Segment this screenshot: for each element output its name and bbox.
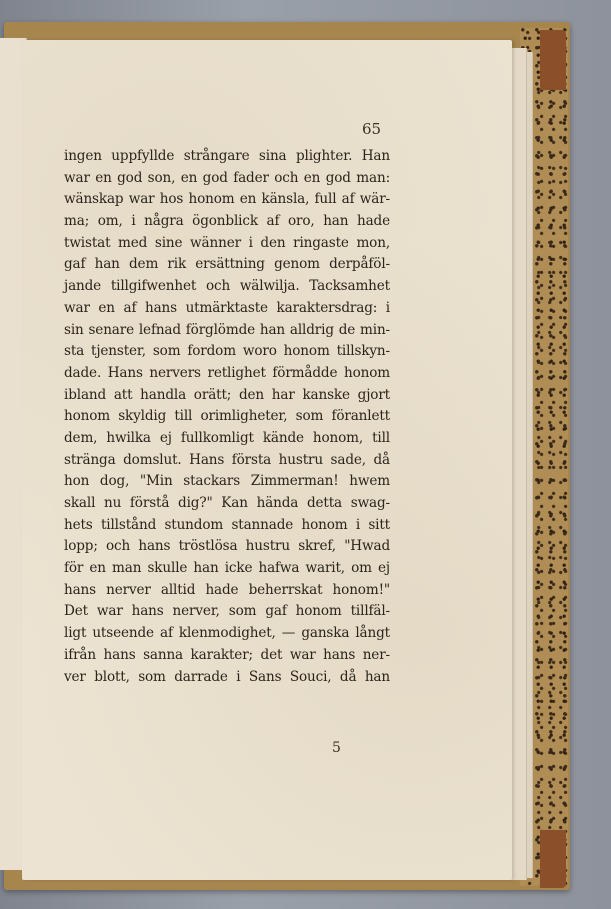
text-line: wänskap war hos honom en känsla, full af wär- [64, 191, 390, 208]
text-line: sta tjenster, som fordom woro honom tillskyn- [64, 343, 390, 360]
text-line: hans nerver alltid hade beherrskat honom!" [64, 581, 390, 598]
text-line: ifrån hans sanna karakter; det war hans ner- [64, 646, 390, 663]
text-line: gaf han dem rik ersättning genom derpåföl- [64, 256, 390, 273]
text-line: honom skyldig till orimligheter, som föranlett [64, 408, 390, 425]
text-line: ligt utseende af klenmodighet, — ganska långt [64, 625, 390, 642]
text-line: ibland att handla orätt; den har kanske gjort [64, 386, 390, 403]
text-line: dem, hwilka ej fullkomligt kände honom, till [64, 429, 390, 446]
text-line: twistat med sine wänner i den ringaste mon, [64, 234, 390, 251]
text-line: hets tillstånd stundom stannade honom i sitt [64, 516, 390, 533]
page-number: 65 [362, 120, 382, 138]
signature-mark: 5 [332, 740, 341, 756]
text-line: ma; om, i några ögonblick af oro, han hade [64, 213, 390, 230]
text-line: jande tillgifwenhet och wälwilja. Tacksamhet [64, 278, 390, 295]
text-line: stränga domslut. Hans första hustru sade, då [64, 451, 390, 468]
text-line: ver blott, som darrade i Sans Souci, då han [64, 668, 390, 685]
text-line: ingen uppfyllde strångare sina plighter. Han [64, 148, 390, 164]
text-line: hon dog, "Min stackars Zimmerman! hwem [64, 473, 390, 490]
text-line: war en af hans utmärktaste karaktersdrag: i [64, 299, 390, 316]
text-line: war en god son, en god fader och en god man: [64, 169, 390, 186]
text-line: dade. Hans nervers retlighet förmådde honom [64, 364, 390, 381]
text-line: för en man skulle han icke hafwa warit, om ej [64, 560, 390, 577]
book-page [22, 40, 512, 880]
cover-corner-top [540, 30, 566, 90]
cover-corner-bottom [540, 830, 566, 888]
page-text [64, 146, 390, 688]
text-line: Det war hans nerver, som gaf honom tillfäl- [64, 603, 390, 620]
text-line: sin senare lefnad förglömde han alldrig de min- [64, 321, 390, 338]
text-line: skall nu förstå dig?" Kan hända detta swag- [64, 495, 390, 511]
text-line: lopp; och hans tröstlösa hustru skref, "Hwad [64, 538, 390, 555]
